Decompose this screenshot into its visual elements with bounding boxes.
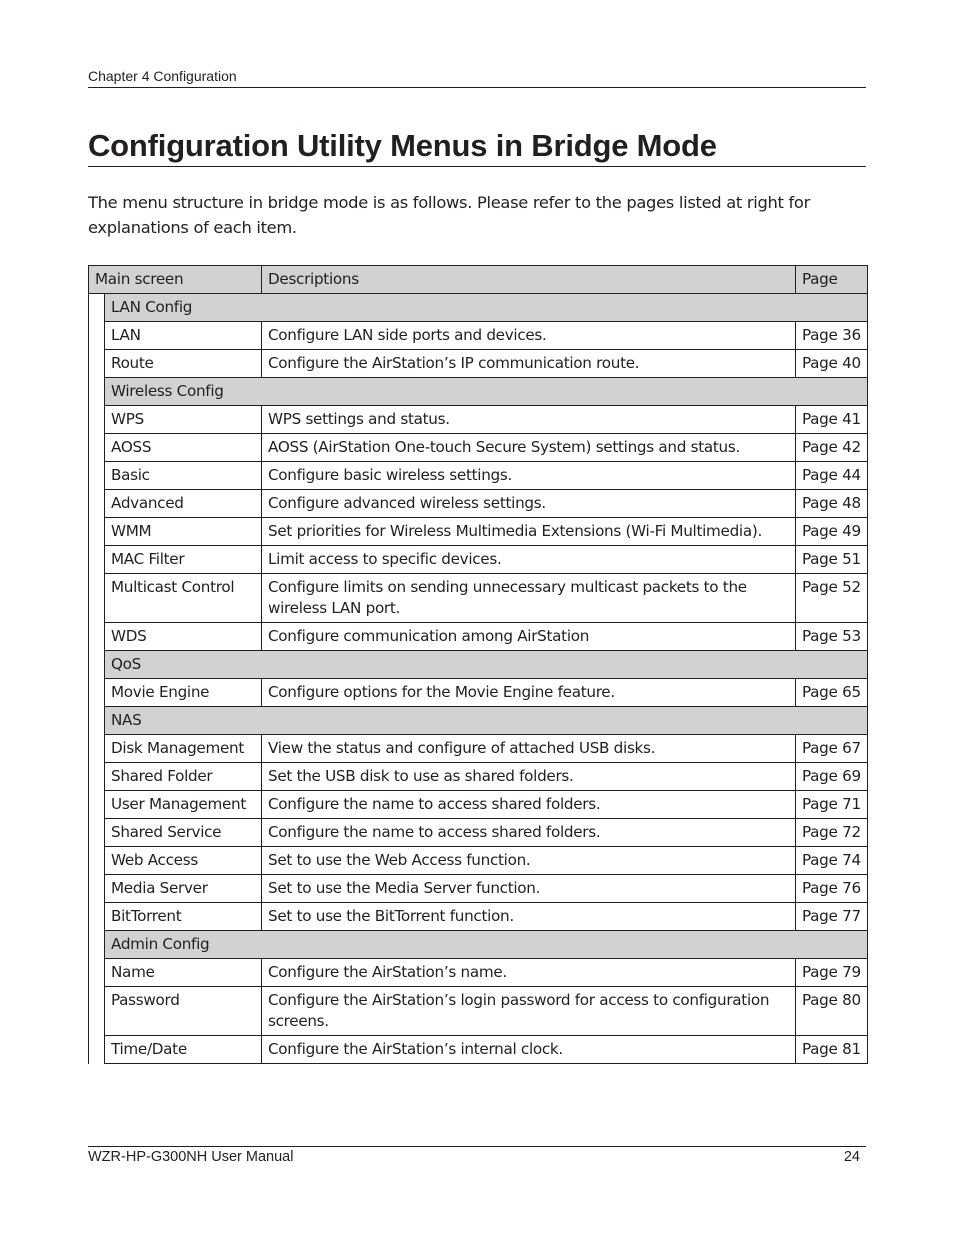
- menu-item-page: Page 53: [796, 623, 868, 651]
- menu-item-page: Page 76: [796, 875, 868, 903]
- indent-cell: [89, 623, 105, 651]
- table-row: [89, 1036, 868, 1064]
- menu-item-description: Set priorities for Wireless Multimedia Extensions (Wi-Fi Multimedia).: [262, 518, 796, 546]
- section-row: [89, 651, 868, 679]
- indent-cell: [89, 546, 105, 574]
- manual-title: WZR-HP-G300NH User Manual: [88, 1149, 294, 1165]
- menu-item-description: Configure basic wireless settings.: [262, 462, 796, 490]
- menu-item-page: Page 80: [796, 987, 868, 1036]
- menu-item-name: Advanced: [105, 490, 262, 518]
- table-row: [89, 819, 868, 847]
- table-row: [89, 546, 868, 574]
- menu-item-description: Configure the AirStation’s internal clock.: [262, 1036, 796, 1064]
- menu-item-name: WMM: [105, 518, 262, 546]
- table-row: [89, 406, 868, 434]
- menu-item-page: Page 71: [796, 791, 868, 819]
- indent-cell: [89, 679, 105, 707]
- indent-cell: [89, 518, 105, 546]
- menu-item-description: Configure the AirStation’s login password for access to configuration screens.: [262, 987, 796, 1036]
- indent-cell: [89, 350, 105, 378]
- indent-cell: [89, 931, 105, 959]
- menu-item-page: Page 65: [796, 679, 868, 707]
- indent-cell: [89, 406, 105, 434]
- menu-item-name: BitTorrent: [105, 903, 262, 931]
- menu-item-name: Media Server: [105, 875, 262, 903]
- indent-cell: [89, 959, 105, 987]
- table-row: [89, 574, 868, 623]
- intro-paragraph: The menu structure in bridge mode is as follows. Please refer to the pages listed at right for explanations of each item.: [88, 193, 810, 237]
- table-row: [89, 903, 868, 931]
- menu-item-name: Disk Management: [105, 735, 262, 763]
- menu-item-page: Page 41: [796, 406, 868, 434]
- indent-cell: [89, 294, 105, 322]
- indent-cell: [89, 987, 105, 1036]
- menu-item-description: Configure limits on sending unnecessary multicast packets to the wireless LAN port.: [262, 574, 796, 623]
- indent-cell: [89, 1036, 105, 1064]
- running-footer: [88, 1146, 866, 1169]
- menu-item-description: Configure the name to access shared folders.: [262, 791, 796, 819]
- menu-item-name: Shared Service: [105, 819, 262, 847]
- table-row: [89, 350, 868, 378]
- menu-item-page: Page 77: [796, 903, 868, 931]
- menu-item-name: Multicast Control: [105, 574, 262, 623]
- table-row: [89, 518, 868, 546]
- menu-item-name: Shared Folder: [105, 763, 262, 791]
- menu-item-description: WPS settings and status.: [262, 406, 796, 434]
- indent-cell: [89, 847, 105, 875]
- section-title: Wireless Config: [105, 378, 868, 406]
- table-row: [89, 462, 868, 490]
- section-row: [89, 707, 868, 735]
- menu-item-page: Page 81: [796, 1036, 868, 1064]
- table-row: [89, 490, 868, 518]
- page-title: Configuration Utility Menus in Bridge Mode: [88, 126, 866, 167]
- table-row: [89, 791, 868, 819]
- menu-item-page: Page 42: [796, 434, 868, 462]
- menu-item-name: MAC Filter: [105, 546, 262, 574]
- menu-item-name: Basic: [105, 462, 262, 490]
- menu-item-page: Page 72: [796, 819, 868, 847]
- menu-item-description: Set to use the Media Server function.: [262, 875, 796, 903]
- menu-item-description: Configure the AirStation’s IP communication route.: [262, 350, 796, 378]
- page-number: 24: [843, 1149, 860, 1165]
- section-row: [89, 931, 868, 959]
- menu-item-page: Page 44: [796, 462, 868, 490]
- menu-item-name: LAN: [105, 322, 262, 350]
- menu-item-page: Page 69: [796, 763, 868, 791]
- menu-item-description: Configure LAN side ports and devices.: [262, 322, 796, 350]
- table-row: [89, 623, 868, 651]
- menu-item-name: Web Access: [105, 847, 262, 875]
- indent-cell: [89, 875, 105, 903]
- indent-cell: [89, 434, 105, 462]
- indent-cell: [89, 490, 105, 518]
- table-row: [89, 679, 868, 707]
- menu-item-page: Page 36: [796, 322, 868, 350]
- table-row: [89, 875, 868, 903]
- menu-item-page: Page 49: [796, 518, 868, 546]
- table-row: [89, 763, 868, 791]
- menu-item-name: Route: [105, 350, 262, 378]
- section-title: Admin Config: [105, 931, 868, 959]
- menu-item-page: Page 51: [796, 546, 868, 574]
- menu-item-name: Password: [105, 987, 262, 1036]
- menu-item-description: Configure options for the Movie Engine feature.: [262, 679, 796, 707]
- menu-item-description: Set to use the BitTorrent function.: [262, 903, 796, 931]
- table-header-row: [89, 266, 868, 294]
- menu-item-name: Movie Engine: [105, 679, 262, 707]
- menu-item-page: Page 40: [796, 350, 868, 378]
- menu-table: [88, 265, 868, 1064]
- menu-item-name: User Management: [105, 791, 262, 819]
- menu-item-page: Page 48: [796, 490, 868, 518]
- menu-item-description: View the status and configure of attached USB disks.: [262, 735, 796, 763]
- table-row: [89, 735, 868, 763]
- section-title: LAN Config: [105, 294, 868, 322]
- indent-cell: [89, 707, 105, 735]
- menu-item-description: Limit access to specific devices.: [262, 546, 796, 574]
- indent-cell: [89, 378, 105, 406]
- menu-item-description: Configure the AirStation’s name.: [262, 959, 796, 987]
- column-header-page: Page: [796, 266, 868, 294]
- menu-item-name: AOSS: [105, 434, 262, 462]
- indent-cell: [89, 763, 105, 791]
- menu-item-page: Page 52: [796, 574, 868, 623]
- section-row: [89, 294, 868, 322]
- indent-cell: [89, 322, 105, 350]
- indent-cell: [89, 651, 105, 679]
- menu-item-description: Configure communication among AirStation: [262, 623, 796, 651]
- section-title: QoS: [105, 651, 868, 679]
- table-row: [89, 322, 868, 350]
- table-row: [89, 959, 868, 987]
- menu-item-description: Configure the name to access shared folders.: [262, 819, 796, 847]
- table-row: [89, 847, 868, 875]
- column-header-main-screen: Main screen: [89, 266, 262, 294]
- menu-item-name: WPS: [105, 406, 262, 434]
- indent-cell: [89, 903, 105, 931]
- indent-cell: [89, 462, 105, 490]
- indent-cell: [89, 791, 105, 819]
- menu-item-description: AOSS (AirStation One-touch Secure System) settings and status.: [262, 434, 796, 462]
- menu-item-description: Set the USB disk to use as shared folders.: [262, 763, 796, 791]
- table-row: [89, 987, 868, 1036]
- indent-cell: [89, 819, 105, 847]
- menu-item-page: Page 67: [796, 735, 868, 763]
- menu-item-description: Set to use the Web Access function.: [262, 847, 796, 875]
- menu-item-page: Page 74: [796, 847, 868, 875]
- section-title: NAS: [105, 707, 868, 735]
- menu-item-description: Configure advanced wireless settings.: [262, 490, 796, 518]
- menu-item-name: Time/Date: [105, 1036, 262, 1064]
- menu-item-name: WDS: [105, 623, 262, 651]
- indent-cell: [89, 574, 105, 623]
- indent-cell: [89, 735, 105, 763]
- section-row: [89, 378, 868, 406]
- menu-item-page: Page 79: [796, 959, 868, 987]
- running-header: [88, 67, 866, 88]
- column-header-descriptions: Descriptions: [262, 266, 796, 294]
- menu-item-name: Name: [105, 959, 262, 987]
- table-row: [89, 434, 868, 462]
- chapter-label: Chapter 4 Configuration: [88, 68, 237, 84]
